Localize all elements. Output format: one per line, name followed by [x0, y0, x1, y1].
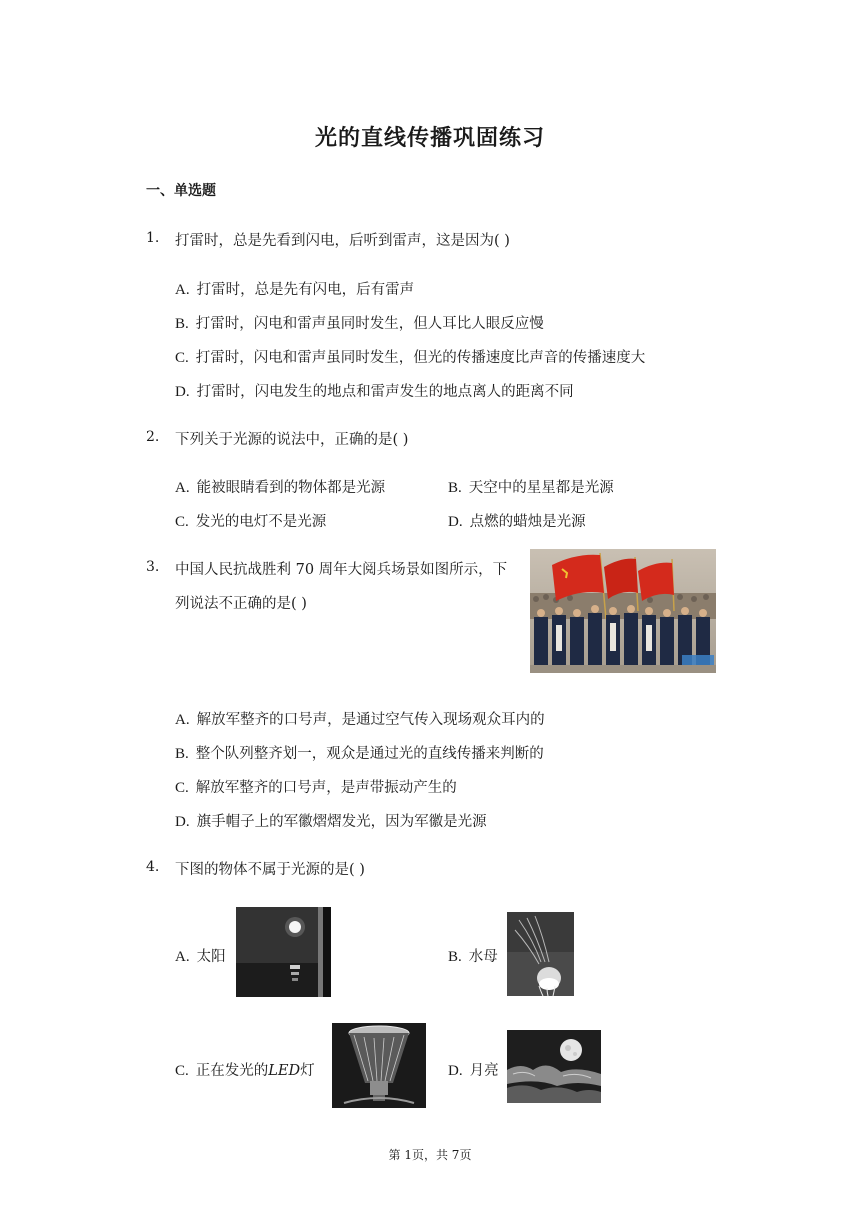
q2-option-d[interactable]: [448, 510, 586, 531]
question-3-stem-line1: 中国人民抗战胜利 70 周年大阅兵场景如图所示，下: [175, 562, 508, 578]
question-2-stem: 下列关于光源的说法中，正确的是( ): [175, 432, 409, 448]
page-title: 光的直线传播巩固练习: [314, 126, 545, 151]
moon-illustration: [507, 1030, 601, 1103]
option-text: 打雷时，总是先有闪电，后有雷声: [196, 282, 415, 298]
option-text: 太阳: [196, 949, 226, 965]
option-label: B.: [175, 316, 189, 332]
q3-option-a[interactable]: [175, 708, 545, 729]
q1-option-b[interactable]: [175, 312, 544, 333]
option-text: 天空中的星星都是光源: [468, 480, 614, 496]
parade-photo: [530, 549, 716, 673]
option-label: A.: [175, 282, 190, 298]
option-label: D.: [175, 814, 190, 830]
question-3-stem-line2: 列说法不正确的是( ): [175, 596, 307, 612]
q2-option-c[interactable]: [175, 510, 326, 531]
sun-illustration: [236, 907, 331, 997]
question-1-stem: 打雷时，总是先看到闪电，后听到雷声，这是因为( ): [175, 233, 510, 249]
question-3-number: 3.: [146, 559, 160, 575]
option-label: D.: [448, 1063, 463, 1079]
option-text: 旗手帽子上的军徽熠熠发光，因为军徽是光源: [196, 814, 487, 830]
q1-option-d[interactable]: [175, 380, 574, 401]
parade-illustration: [530, 549, 716, 673]
option-text: 解放军整齐的口号声，是声带振动产生的: [195, 780, 457, 796]
led-lamp-illustration: [332, 1023, 426, 1108]
q4-option-d[interactable]: [448, 1059, 499, 1080]
option-label: D.: [175, 384, 190, 400]
q3-option-c[interactable]: [175, 776, 457, 797]
option-text: 整个队列整齐划一，观众是通过光的直线传播来判断的: [195, 746, 544, 762]
q1-option-a[interactable]: [175, 278, 414, 299]
option-text-post: 灯: [300, 1063, 315, 1079]
option-text: 能被眼睛看到的物体都是光源: [196, 480, 386, 496]
option-label: D.: [448, 514, 463, 530]
q3-option-d[interactable]: [175, 810, 487, 831]
option-text: 点燃的蜡烛是光源: [469, 514, 586, 530]
jellyfish-image: [507, 912, 574, 996]
option-label: A.: [175, 949, 190, 965]
sun-image: [236, 907, 331, 997]
option-text: 解放军整齐的口号声，是通过空气传入现场观众耳内的: [196, 712, 545, 728]
option-label: A.: [175, 712, 190, 728]
jellyfish-illustration: [507, 912, 574, 996]
option-text-italic: LED: [268, 1063, 301, 1079]
option-label: C.: [175, 514, 189, 530]
option-text: 打雷时，闪电和雷声虽同时发生，但人耳比人眼反应慢: [195, 316, 544, 332]
question-2-number: 2.: [146, 429, 160, 445]
led-lamp-image: [332, 1023, 426, 1108]
q2-option-a[interactable]: [175, 476, 385, 497]
option-label: B.: [448, 949, 462, 965]
page-footer: 第 1页，共 7页: [388, 1148, 472, 1162]
q4-option-c[interactable]: [175, 1059, 315, 1080]
section-heading: 一、单选题: [146, 183, 216, 199]
option-label: C.: [175, 1063, 189, 1079]
option-text: 打雷时，闪电和雷声虽同时发生，但光的传播速度比声音的传播速度大: [195, 350, 646, 366]
q4-option-a[interactable]: [175, 945, 226, 966]
q3-option-b[interactable]: [175, 742, 544, 763]
option-label: A.: [175, 480, 190, 496]
question-4-number: 4.: [146, 859, 160, 875]
q4-option-b[interactable]: [448, 945, 498, 966]
option-label: C.: [175, 780, 189, 796]
q1-option-c[interactable]: [175, 346, 645, 367]
option-text: 水母: [468, 949, 498, 965]
option-text: 发光的电灯不是光源: [195, 514, 327, 530]
question-1-number: 1.: [146, 230, 160, 246]
option-label: B.: [448, 480, 462, 496]
option-text: 打雷时，闪电发生的地点和雷声发生的地点离人的距离不同: [196, 384, 574, 400]
option-text-pre: 正在发光的: [195, 1063, 269, 1079]
moon-image: [507, 1030, 601, 1103]
question-4-stem: 下图的物体不属于光源的是( ): [175, 862, 365, 878]
option-label: C.: [175, 350, 189, 366]
q2-option-b[interactable]: [448, 476, 614, 497]
option-label: B.: [175, 746, 189, 762]
option-text: 月亮: [469, 1063, 499, 1079]
